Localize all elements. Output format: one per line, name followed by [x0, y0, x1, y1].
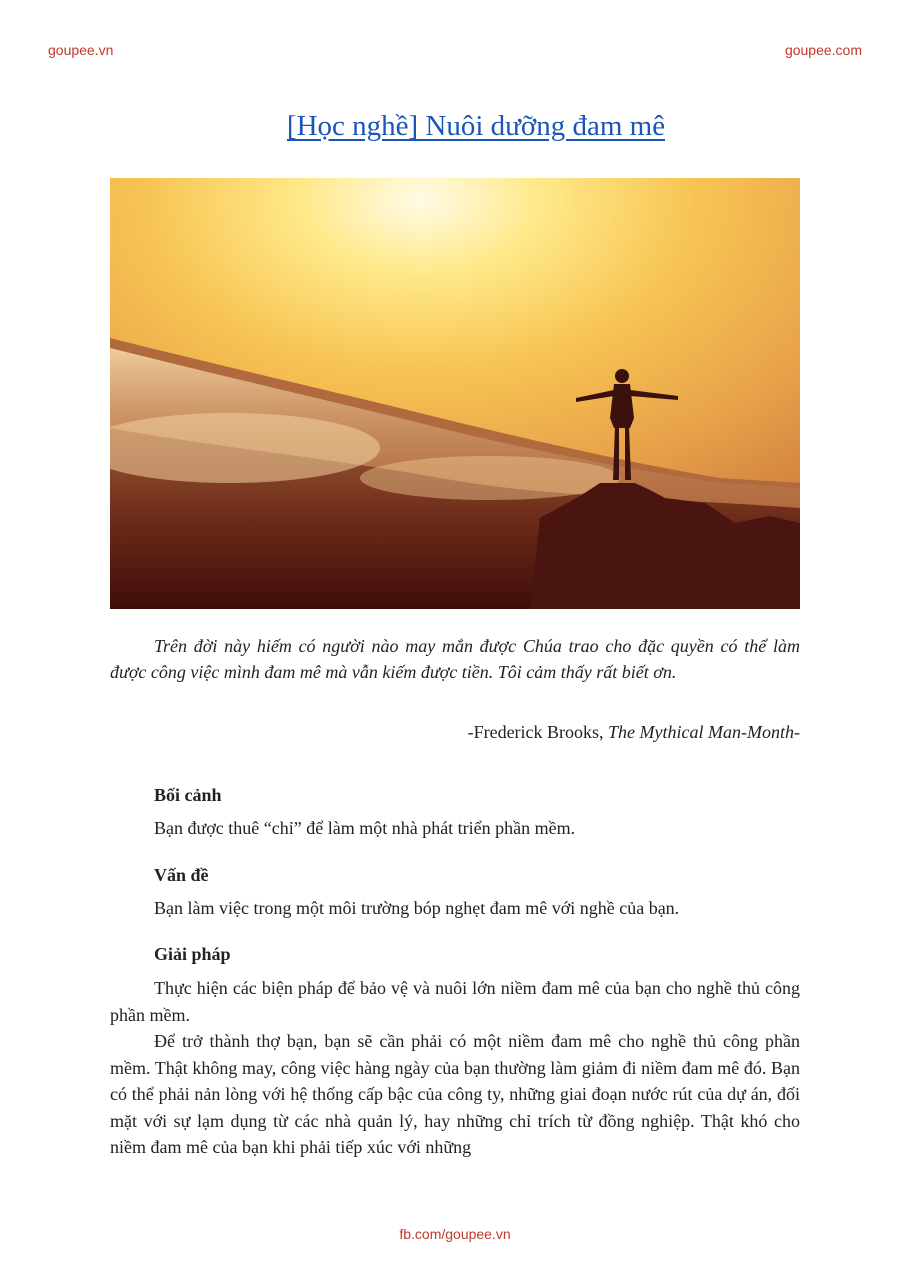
- attribution-book: The Mythical Man-Month-: [608, 722, 800, 742]
- context-text: Bạn được thuê “chỉ” để làm một nhà phát triển phần mềm.: [154, 818, 576, 838]
- solution-heading: Giải pháp: [154, 944, 231, 964]
- header-site-vn[interactable]: goupee.vn: [48, 42, 114, 58]
- quote-attribution: [468, 722, 800, 743]
- quote-text: Trên đời này hiếm có người nào may mắn được Chúa trao cho đặc quyền có thể làm được công việc mình đam mê mà vẫn kiếm được tiền. Tôi cảm thấy rất biết ơn.: [110, 636, 800, 682]
- header-site-com[interactable]: goupee.com: [784, 42, 862, 58]
- sunset-hero-image: [110, 178, 800, 609]
- context-heading: Bối cảnh: [154, 785, 222, 805]
- epigraph-quote: [110, 633, 800, 685]
- attribution-author: -Frederick Brooks,: [467, 722, 609, 742]
- body-text: [110, 975, 800, 1161]
- body-paragraph-1: Thực hiện các biện pháp để bảo vệ và nuôi lớn niềm đam mê của bạn cho nghề thủ công phần mềm.: [110, 978, 800, 1025]
- problem-heading: Vấn đề: [154, 865, 209, 885]
- body-paragraph-2: Để trở thành thợ bạn, bạn sẽ cần phải có một niềm đam mê cho nghề thủ công phần mềm. Thật không may, công việc hàng ngày của bạn thường làm giảm đi niềm đam mê đó. Bạn có thể phải nản lòng với hệ thống cấp bậc của công ty, những giai đoạn nước rút của dự án, đối mặt với sự lạm dụng từ các nhà quản lý, hay những chỉ trích từ đồng nghiệp. Thật khó cho niềm đam mê của bạn khi phải tiếp xúc với những: [110, 1031, 800, 1157]
- problem-text: Bạn làm việc trong một môi trường bóp nghẹt đam mê với nghề của bạn.: [154, 898, 680, 918]
- page-title[interactable]: [Học nghề] Nuôi dưỡng đam mê: [286, 110, 666, 142]
- footer-link[interactable]: fb.com/goupee.vn: [399, 1226, 511, 1242]
